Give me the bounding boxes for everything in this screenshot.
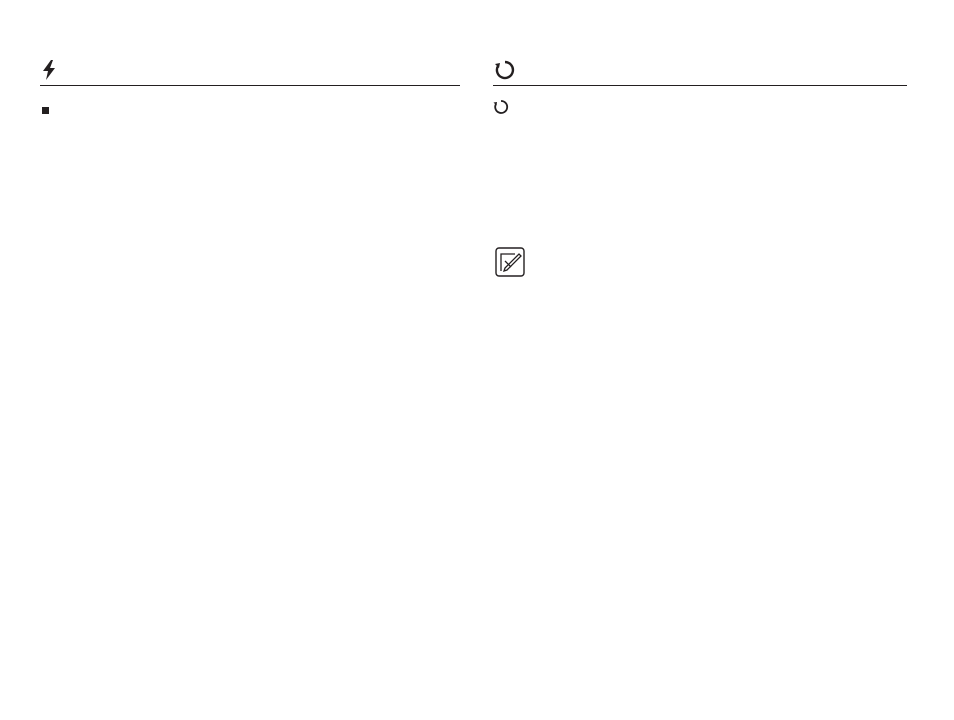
- self-timer-section-title: [493, 57, 517, 87]
- title-rule-right: [493, 85, 907, 86]
- note-icon: [495, 247, 525, 277]
- self-timer-description: [492, 99, 917, 121]
- self-timer-inline-icon: [492, 99, 510, 121]
- table-legend: [42, 103, 454, 118]
- flash-section-title: [40, 57, 58, 87]
- flash-icon: [40, 59, 58, 87]
- self-timer-icon: [493, 59, 517, 87]
- paragraph-self-timer: [492, 99, 917, 121]
- square-bullet-icon: [42, 107, 49, 114]
- title-rule-left: [40, 85, 460, 86]
